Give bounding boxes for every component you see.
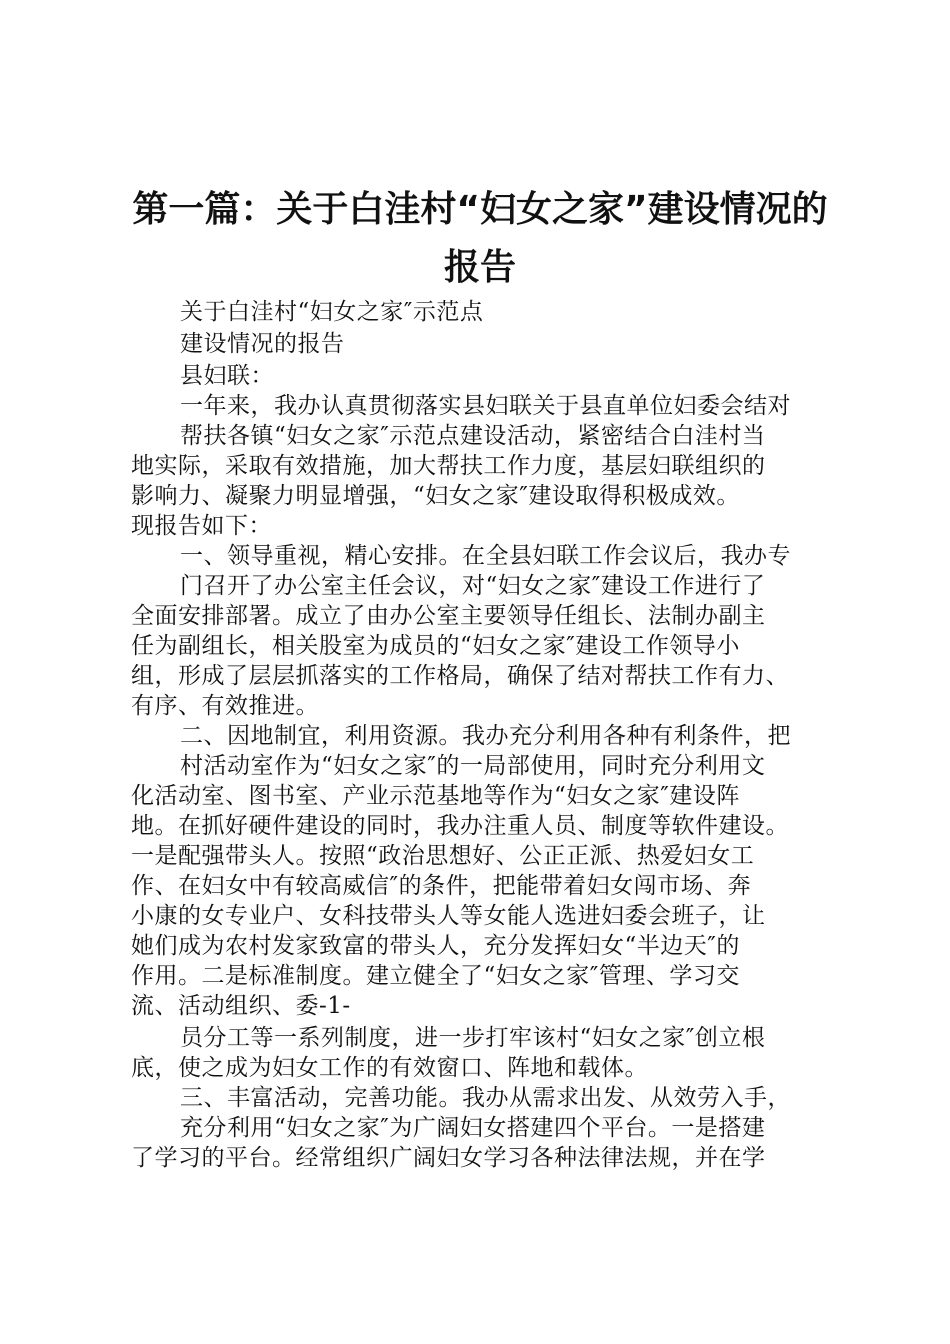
text-line: 地。在抓好硬件建设的同时，我办注重人员、制度等软件建设。 — [131, 813, 789, 839]
text-line: 流、活动组织、委-1- — [131, 993, 351, 1019]
text-line: 有序、有效推进。 — [131, 693, 319, 719]
text-line: 作用。二是标准制度。建立健全了“妇女之家″管理、学习交 — [131, 963, 740, 989]
text-line: 三、丰富活动，完善功能。我办从需求出发、从效劳入手， — [180, 1085, 791, 1111]
text-line: 底，使之成为妇女工作的有效窗口、阵地和载体。 — [131, 1055, 648, 1081]
text-line: 县妇联： — [180, 363, 274, 389]
text-line: 村活动室作为“妇女之家″的一局部使用，同时充分利用文 — [180, 753, 766, 779]
text-line: 一年来，我办认真贯彻落实县妇联关于县直单位妇委会结对 — [180, 393, 791, 419]
text-line: 组，形成了层层抓落实的工作格局，确保了结对帮扶工作有力、 — [131, 663, 789, 689]
text-line: 小康的女专业户、女科技带头人等女能人选进妇委会班子，让 — [131, 903, 766, 929]
text-line: 一、领导重视，精心安排。在全县妇联工作会议后，我办专 — [180, 543, 791, 569]
text-line: 作、在妇女中有较高威信″的条件，把能带着妇女闯市场、奔 — [131, 873, 752, 899]
text-line: 全面安排部署。成立了由办公室主要领导任组长、法制办副主 — [131, 603, 766, 629]
text-line: 化活动室、图书室、产业示范基地等作为“妇女之家″建设阵 — [131, 783, 740, 809]
document-title-line-2: 报告 — [443, 247, 516, 288]
text-line: 了学习的平台。经常组织广阔妇女学习各种法律法规，并在学 — [131, 1145, 766, 1171]
text-line: 地实际，采取有效措施，加大帮扶工作力度，基层妇联组织的 — [131, 453, 766, 479]
document-title-line-1: 第一篇：关于白洼村“妇女之家”建设情况的 — [132, 189, 828, 230]
text-line: 一是配强带头人。按照“政治思想好、公正正派、热爱妇女工 — [131, 843, 755, 869]
text-line: 员分工等一系列制度，进一步打牢该村“妇女之家″创立根 — [180, 1025, 766, 1051]
text-line: 二、因地制宜，利用资源。我办充分利用各种有利条件，把 — [180, 723, 791, 749]
text-line: 关于白洼村“妇女之家″示范点 — [180, 299, 484, 325]
text-line: 影响力、凝聚力明显增强，“妇女之家″建设取得积极成效。 — [131, 483, 740, 509]
text-line: 任为副组长，相关股室为成员的“妇女之家″建设工作领导小 — [131, 633, 740, 659]
text-line: 她们成为农村发家致富的带头人，充分发挥妇女“半边天″的 — [131, 933, 740, 959]
text-line: 门召开了办公室主任会议，对“妇女之家″建设工作进行了 — [180, 573, 766, 599]
text-line: 帮扶各镇“妇女之家″示范点建设活动，紧密结合白洼村当 — [180, 423, 766, 449]
text-line: 建设情况的报告 — [180, 331, 345, 357]
text-line: 现报告如下： — [131, 513, 272, 539]
text-line: 充分利用“妇女之家″为广阔妇女搭建四个平台。一是搭建 — [180, 1115, 766, 1141]
